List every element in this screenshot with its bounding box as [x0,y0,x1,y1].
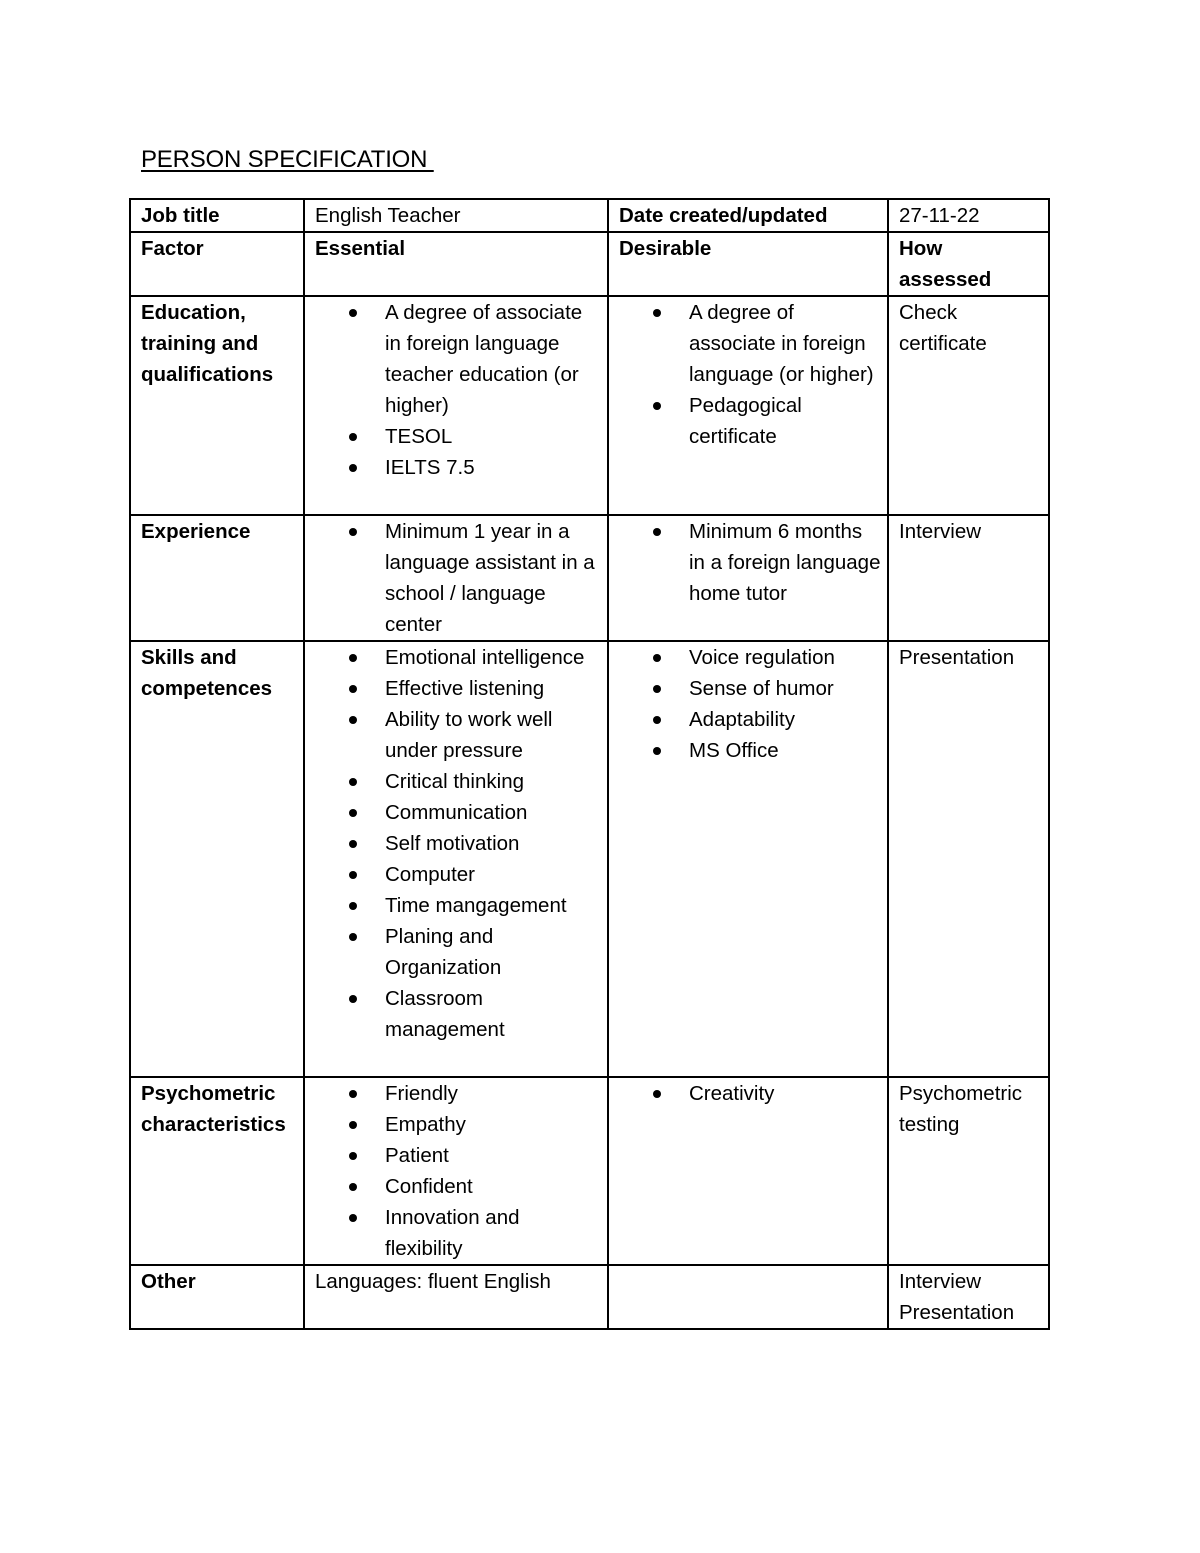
date-label-cell [608,199,888,232]
header-factor-cell [130,232,304,296]
how-assessed-cell [888,296,1049,515]
desirable-list [619,642,881,766]
essential-item: Innovation and flexibility [385,1202,601,1264]
desirable-cell [608,641,888,1077]
essential-item: TESOL [385,421,601,452]
factor-cell [130,1077,304,1265]
job-title-label-cell [130,199,304,232]
how-assessed-line: Psychometric [899,1082,1023,1105]
factor-cell [130,641,304,1077]
essential-item: Time mangagement [385,890,601,921]
factor-row-skills [130,641,1049,1077]
desirable-item: Sense of humor [689,673,881,704]
desirable-list [619,1078,881,1109]
desirable-item: Adaptability [689,704,881,735]
essential-list [315,1078,601,1264]
factor-row-experience [130,515,1049,641]
essential-item: Computer [385,859,601,890]
essential-item: Patient [385,1140,601,1171]
desirable-list [619,516,881,609]
header-how-assessed-line: assessed [899,268,992,291]
desirable-cell [608,1265,888,1329]
desirable-list [619,297,881,452]
person-specification-table [129,198,1050,1330]
essential-cell [304,515,608,641]
essential-item: Minimum 1 year in a language assistant in a school / language center [385,516,601,640]
date-label: Date created/updated [619,204,828,227]
desirable-item: A degree of associate in foreign language (or higher) [689,297,881,390]
job-title-value-cell [304,199,608,232]
desirable-item: Creativity [689,1078,881,1109]
essential-item: Confident [385,1171,601,1202]
factor-cell [130,1265,304,1329]
header-essential-cell [304,232,608,296]
factor-label-line: Other [141,1270,196,1293]
how-assessed-cell [888,1077,1049,1265]
essential-item: Effective listening [385,673,601,704]
header-how-assessed-cell [888,232,1049,296]
factor-row-psychometric [130,1077,1049,1265]
essential-item: IELTS 7.5 [385,452,601,483]
header-row [130,232,1049,296]
desirable-item: Pedagogical certificate [689,390,881,452]
essential-list [315,297,601,483]
essential-list [315,642,601,1045]
how-assessed-cell [888,641,1049,1077]
desirable-cell [608,1077,888,1265]
job-title-value: English Teacher [315,204,461,227]
desirable-cell [608,296,888,515]
header-desirable: Desirable [619,237,712,260]
factor-cell [130,296,304,515]
factor-label-line: competences [141,677,273,700]
essential-item: Ability to work well under pressure [385,704,601,766]
essential-item: Emotional intelligence [385,642,601,673]
essential-item: Communication [385,797,601,828]
page-title: PERSON SPECIFICATION [141,146,434,173]
essential-cell [304,1265,608,1329]
how-assessed-cell [888,1265,1049,1329]
essential-text: Languages: fluent English [315,1270,551,1293]
desirable-item: Voice regulation [689,642,881,673]
factor-label-line: qualifications [141,363,274,386]
how-assessed-line: Presentation [899,1301,1015,1324]
desirable-cell [608,515,888,641]
how-assessed-line: testing [899,1113,960,1136]
factor-label-line: Experience [141,520,251,543]
how-assessed-line: Interview [899,520,982,543]
desirable-item: Minimum 6 months in a foreign language home tutor [689,516,881,609]
factor-label-line: training and [141,332,259,355]
factor-label-line: Psychometric [141,1082,276,1105]
date-value-cell [888,199,1049,232]
essential-cell [304,1077,608,1265]
how-assessed-cell [888,515,1049,641]
essential-item: A degree of associate in foreign language teacher education (or higher) [385,297,601,421]
essential-cell [304,641,608,1077]
date-value: 27-11-22 [899,204,980,227]
job-title-row [130,199,1049,232]
essential-item: Critical thinking [385,766,601,797]
essential-item: Classroom management [385,983,601,1045]
how-assessed-line: certificate [899,332,987,355]
factor-label-line: Education, [141,301,246,324]
header-how-assessed-line: How [899,237,943,260]
factor-label-line: Skills and [141,646,237,669]
how-assessed-line: Interview [899,1270,982,1293]
essential-item: Friendly [385,1078,601,1109]
how-assessed-line: Presentation [899,646,1015,669]
essential-list [315,516,601,640]
essential-item: Self motivation [385,828,601,859]
how-assessed-line: Check [899,301,958,324]
job-title-label: Job title [141,204,220,227]
essential-cell [304,296,608,515]
factor-row-other [130,1265,1049,1329]
header-essential: Essential [315,237,406,260]
essential-item: Empathy [385,1109,601,1140]
factor-label-line: characteristics [141,1113,286,1136]
header-desirable-cell [608,232,888,296]
header-factor: Factor [141,237,204,260]
essential-item: Planing and Organization [385,921,601,983]
factor-row-education [130,296,1049,515]
desirable-item: MS Office [689,735,881,766]
factor-cell [130,515,304,641]
